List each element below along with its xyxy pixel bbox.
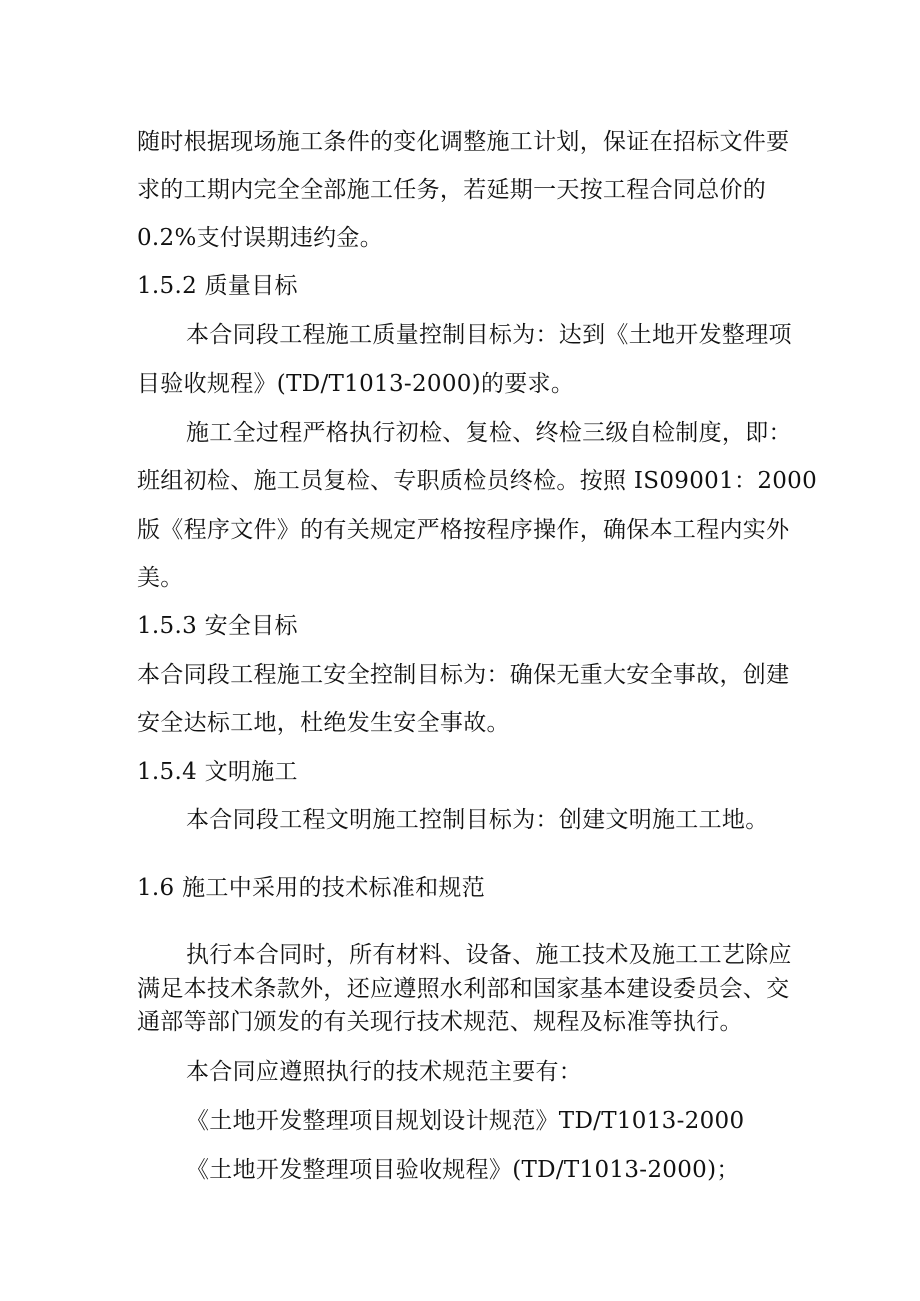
section-heading-1-5-3: 1.5.3 安全目标 bbox=[137, 613, 298, 639]
standard-reference-line: 《土地开发整理项目验收规程》(TD/T1013-2000)； bbox=[186, 1157, 740, 1183]
body-text-line: 本合同应遵照执行的技术规范主要有： bbox=[186, 1059, 583, 1085]
body-text-line: 安全达标工地，杜绝发生安全事故。 bbox=[137, 710, 510, 736]
section-heading-1-5-4: 1.5.4 文明施工 bbox=[137, 759, 298, 785]
standard-reference-line: 《土地开发整理项目规划设计规范》TD/T1013-2000 bbox=[186, 1108, 745, 1134]
body-text-line: 本合同段工程文明施工控制目标为：创建文明施工工地。 bbox=[186, 807, 769, 833]
body-text-line: 随时根据现场施工条件的变化调整施工计划，保证在招标文件要 bbox=[137, 129, 790, 155]
body-text-line: 执行本合同时，所有材料、设备、施工技术及施工工艺除应 bbox=[186, 942, 792, 968]
body-text-line: 满足本技术条款外，还应遵照水利部和国家基本建设委员会、交 bbox=[137, 976, 790, 1002]
body-text-line: 版《程序文件》的有关规定严格按程序操作，确保本工程内实外 bbox=[137, 517, 790, 543]
body-text-line: 班组初检、施工员复检、专职质检员终检。按照 IS09001：2000 bbox=[137, 468, 818, 494]
body-text-line: 施工全过程严格执行初检、复检、终检三级自检制度，即： bbox=[186, 420, 792, 446]
body-text-line: 通部等部门颁发的有关现行技术规范、规程及标准等执行。 bbox=[137, 1009, 743, 1035]
body-text-line: 求的工期内完全全部施工任务，若延期一天按工程合同总价的 bbox=[137, 177, 767, 203]
body-text-line: 本合同段工程施工安全控制目标为：确保无重大安全事故，创建 bbox=[137, 662, 790, 688]
body-text-line: 目验收规程》(TD/T1013-2000)的要求。 bbox=[137, 371, 575, 397]
body-text-line: 美。 bbox=[137, 565, 184, 591]
body-text-line: 0.2%支付误期违约金。 bbox=[137, 225, 384, 251]
body-text-line: 本合同段工程施工质量控制目标为：达到《土地开发整理项 bbox=[186, 322, 792, 348]
section-heading-1-6: 1.6 施工中采用的技术标准和规范 bbox=[137, 875, 485, 901]
section-heading-1-5-2: 1.5.2 质量目标 bbox=[137, 273, 298, 299]
